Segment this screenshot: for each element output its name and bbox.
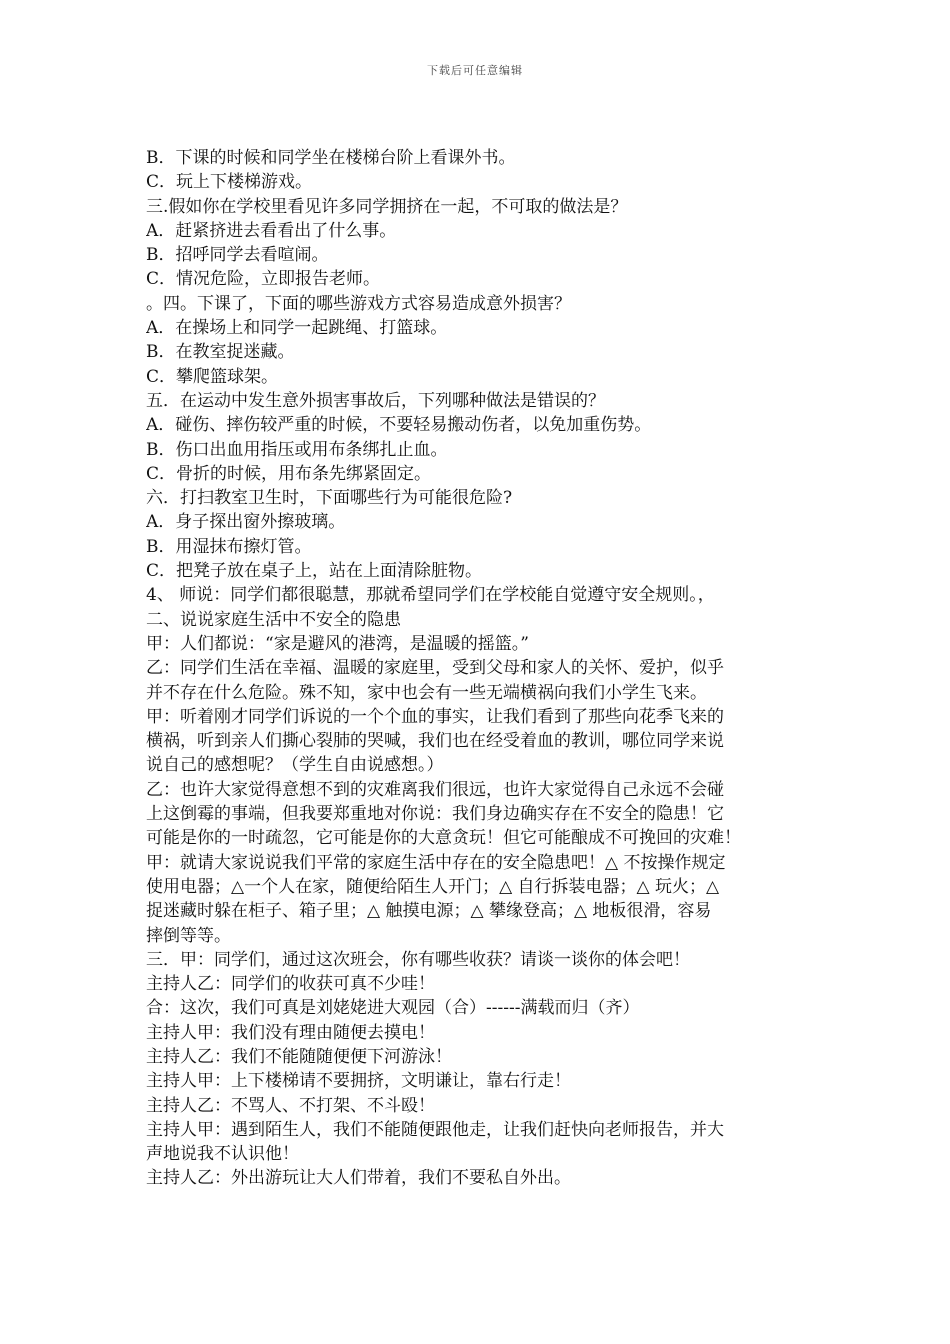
text-line: C．攀爬篮球架。	[146, 366, 279, 387]
text-line: B．用湿抹布擦灯管。	[146, 536, 312, 557]
text-line: 五．在运动中发生意外损害事故后，下列哪种做法是错误的？	[146, 390, 605, 411]
text-line: A．身子探出窗外擦玻璃。	[146, 512, 346, 533]
text-line: 三．甲：同学们，通过这次班会，你有哪些收获？请谈一谈你的体会吧！	[146, 949, 690, 970]
text-line: 乙：同学们生活在幸福、温暖的家庭里，受到父母和家人的关怀、爱护，似乎	[146, 658, 724, 679]
text-line: 捉迷藏时躲在柜子、箱子里；△ 触摸电源；△ 攀缘登高；△ 地板很滑，容易	[146, 901, 712, 922]
text-line: C．骨折的时候，用布条先绑紧固定。	[146, 463, 432, 484]
text-line: 甲：就请大家说说我们平常的家庭生活中存在的安全隐患吧！△ 不按操作规定	[146, 852, 726, 873]
text-line: 可能是你的一时疏忽，它可能是你的大意贪玩！但它可能酿成不可挽回的灾难！	[146, 828, 741, 849]
text-line: A．碰伤、摔伤较严重的时候，不要轻易搬动伤者，以免加重伤势。	[146, 415, 652, 436]
text-line: 摔倒等等。	[146, 925, 231, 946]
text-line: B．在教室捉迷藏。	[146, 342, 295, 363]
text-line: B．下课的时候和同学坐在楼梯台阶上看课外书。	[146, 148, 516, 168]
text-line: 主持人乙：不骂人、不打架、不斗殴！	[146, 1095, 435, 1116]
text-line: 横祸，听到亲人们撕心裂肺的哭喊，我们也在经受着血的教训，哪位同学来说	[146, 731, 724, 752]
text-line: 甲：人们都说：“家是避风的港湾，是温暖的摇篮。”	[146, 633, 529, 654]
text-line: 乙：也许大家觉得意想不到的灾难离我们很远，也许大家觉得自己永远不会碰	[146, 779, 724, 800]
text-line: 使用电器；△一个人在家，随便给陌生人开门；△ 自行拆装电器；△ 玩火；△	[146, 876, 720, 897]
text-line: 主持人甲：上下楼梯请不要拥挤，文明谦让，靠右行走！	[146, 1071, 571, 1092]
text-line: C．把凳子放在桌子上，站在上面清除脏物。	[146, 561, 483, 582]
text-line: C．情况危险，立即报告老师。	[146, 269, 381, 290]
text-line: C．玩上下楼梯游戏。	[146, 172, 313, 193]
text-line: 主持人甲：遇到陌生人，我们不能随便跟他走，让我们赶快向老师报告，并大	[146, 1119, 724, 1140]
text-line: 主持人甲：我们没有理由随便去摸电！	[146, 1022, 435, 1043]
document-body	[146, 146, 808, 1191]
text-line: A．在操场上和同学一起跳绳、打篮球。	[146, 318, 448, 339]
text-line: 。四。下课了，下面的哪些游戏方式容易造成意外损害？	[146, 293, 571, 314]
text-line: 主持人乙：同学们的收获可真不少哇！	[146, 974, 435, 995]
text-line: 上这倒霉的事端，但我要郑重地对你说：我们身边确实存在不安全的隐患！它	[146, 804, 724, 825]
text-line: 说自己的感想呢？（学生自由说感想。）	[146, 755, 444, 776]
page-header: 下载后可任意编辑	[427, 64, 523, 77]
text-line: 并不存在什么危险。殊不知，家中也会有一些无端横祸向我们小学生飞来。	[146, 682, 707, 703]
text-line: B．招呼同学去看喧闹。	[146, 245, 329, 266]
text-line: 4、 师说：同学们都很聪慧，那就希望同学们在学校能自觉遵守安全规则。，	[146, 585, 715, 606]
text-line: 主持人乙：外出游玩让大人们带着，我们不要私自外出。	[146, 1168, 571, 1189]
text-line: B．伤口出血用指压或用布条绑扎止血。	[146, 439, 448, 460]
text-line: 六．打扫教室卫生时，下面哪些行为可能很危险?	[146, 488, 513, 509]
text-line: 合：这次，我们可真是刘姥姥进大观园（合）------满载而归（齐）	[146, 998, 640, 1019]
text-line: 主持人乙：我们不能随随便便下河游泳！	[146, 1046, 452, 1067]
text-line: 甲：听着刚才同学们诉说的一个个血的事实，让我们看到了那些向花季飞来的	[146, 706, 724, 727]
text-line: 二、说说家庭生活中不安全的隐患	[146, 609, 401, 630]
text-line: 三.假如你在学校里看见许多同学拥挤在一起，不可取的做法是？	[146, 196, 628, 217]
text-line: A．赶紧挤进去看看出了什么事。	[146, 220, 397, 241]
text-line: 声地说我不认识他！	[146, 1144, 299, 1165]
